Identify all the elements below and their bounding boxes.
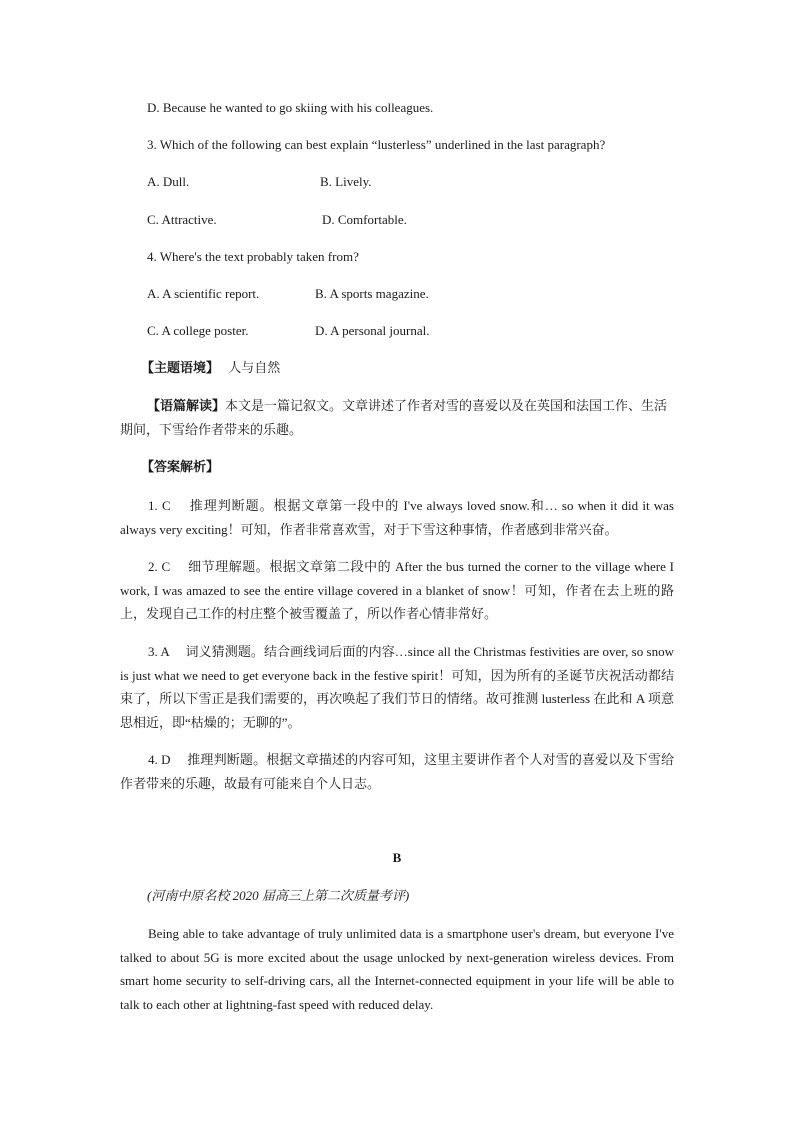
reading-label: 【语篇解读】 <box>147 398 226 413</box>
q3-option-a: A. Dull. <box>147 174 190 189</box>
answer-1: 1. C 推理判断题。根据文章第一段中的 I've always loved snow.和… so when it did it was always very exciting！可知，作者非常喜欢雪，对于下雪这种事情，作者感到非常兴奋。 <box>120 498 674 537</box>
discourse-reading <box>120 394 680 441</box>
q3-option-b: B. Lively. <box>320 174 372 189</box>
q3-option-d: D. Comfortable. <box>322 212 407 227</box>
q4-option-c: C. A college poster. <box>147 323 249 338</box>
answer-3: 3. A 词义猜测题。结合画线词后面的内容…since all the Christmas festivities are over, so snow is just what we need to get everyone back in the festive spirit！可知，因为所有的圣诞节庆祝活动都结束了，所以下雪正是我们需要的，再次唤起了我们节日的情绪。故可推测 lusterless 在此和 A 项意思相近，即“枯燥的；无聊的”。 <box>120 644 674 730</box>
q4-option-b: B. A sports magazine. <box>315 286 429 301</box>
theme-line <box>141 359 280 377</box>
q3-option-c: C. Attractive. <box>147 212 217 227</box>
q4-option-a: A. A scientific report. <box>147 286 260 301</box>
question-4-stem: 4. Where's the text probably taken from? <box>147 249 359 264</box>
question-3-stem: 3. Which of the following can best explain “lusterless” underlined in the last paragraph? <box>147 137 606 152</box>
option-d-line: D. Because he wanted to go skiing with his colleagues. <box>147 100 434 115</box>
section-b-heading: B <box>392 850 402 865</box>
answer-2: 2. C 细节理解题。根据文章第二段中的 After the bus turned the corner to the village where I work, I was amazed to see the entire village covered in a blanket of snow！可知，作者在去上班的路上，发现自己工作的村庄整个被雪覆盖了，所以作者心情非常好。 <box>120 559 674 621</box>
analysis-label: 【答案解析】 <box>141 459 220 474</box>
theme-value: 人与自然 <box>228 360 281 375</box>
theme-label: 【主题语境】 <box>141 360 220 375</box>
section-b-passage: Being able to take advantage of truly unlimited data is a smartphone user's dream, but everyone I've talked to about 5G is more excited about the usage unlocked by next-generation wireless devices. From smart home security to self-driving cars, all the Internet-connected equipment in your life will be able to talk to each other at lightning-fast speed with reduced delay. <box>120 926 674 1012</box>
q4-option-d: D. A personal journal. <box>315 323 430 338</box>
answer-4: 4. D 推理判断题。根据文章描述的内容可知，这里主要讲作者个人对雪的喜爱以及下雪给作者带来的乐趣，故最有可能来自个人日志。 <box>120 752 674 791</box>
reading-text: 本文是一篇记叙文。文章讲述了作者对雪的喜爱以及在英国和法国工作、生活期间，下雪给作者带来的乐趣。 <box>120 398 668 437</box>
section-b-source: (河南中原名校 2020 届高三上第二次质量考评) <box>147 888 410 903</box>
